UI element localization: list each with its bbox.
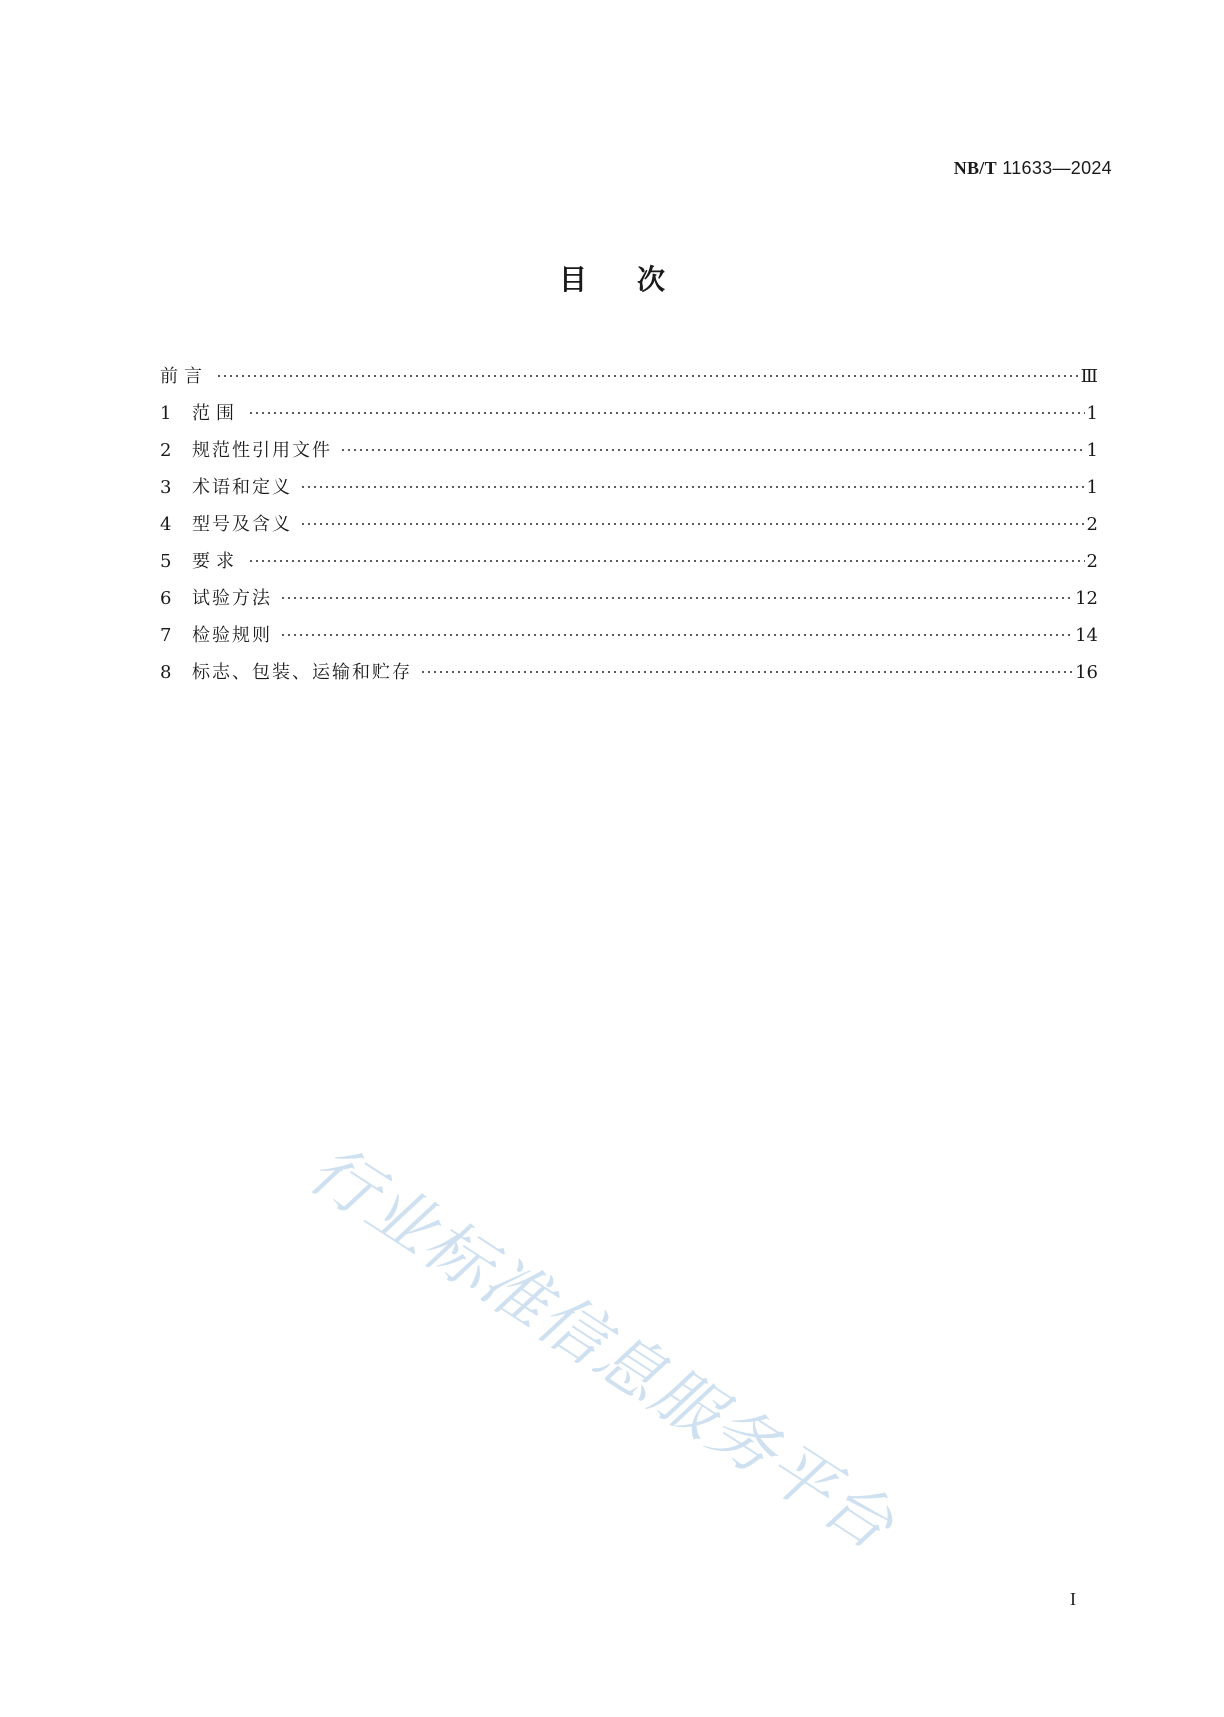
toc-entry-number: 7 <box>160 625 172 646</box>
toc-entry-label: 检验规则 <box>192 625 272 646</box>
watermark: 行业标准信息服务平台 <box>295 1130 908 1566</box>
standard-code <box>954 158 1112 179</box>
toc-entry-label: 前言 <box>160 366 208 387</box>
toc-entry-page: 12 <box>1075 588 1098 609</box>
toc-entry-6[interactable] <box>160 584 1098 621</box>
toc-entry-1[interactable] <box>160 399 1098 436</box>
toc-dot-leader <box>248 560 1085 562</box>
table-of-contents <box>160 362 1098 695</box>
toc-entry-page: Ⅲ <box>1080 366 1098 387</box>
toc-entry-number: 4 <box>160 514 172 535</box>
toc-entry-4[interactable] <box>160 510 1098 547</box>
toc-dot-leader <box>248 412 1085 414</box>
toc-entry-number: 5 <box>160 551 172 572</box>
standard-prefix: NB/T <box>953 158 997 178</box>
toc-entry-3[interactable] <box>160 473 1098 510</box>
toc-dot-leader <box>300 486 1085 488</box>
toc-entry-number: 6 <box>160 588 172 609</box>
toc-entry-page: 1 <box>1086 403 1098 424</box>
standard-number: 11633—2024 <box>1002 158 1112 178</box>
toc-entry-page: 2 <box>1086 514 1098 535</box>
toc-dot-leader <box>300 523 1085 525</box>
toc-entry-page: 2 <box>1086 551 1098 572</box>
toc-entry-2[interactable] <box>160 436 1098 473</box>
toc-entry-page: 1 <box>1086 477 1098 498</box>
page-title: 目次 <box>558 263 715 296</box>
toc-entry-foreword[interactable] <box>160 362 1098 399</box>
toc-entry-label: 术语和定义 <box>192 477 292 498</box>
toc-entry-number: 8 <box>160 662 172 683</box>
toc-dot-leader <box>280 634 1073 636</box>
toc-entry-label: 范围 <box>192 403 240 424</box>
toc-entry-page: 16 <box>1075 662 1098 683</box>
toc-entry-7[interactable] <box>160 621 1098 658</box>
page-number: I <box>1070 1589 1076 1609</box>
toc-entry-label: 试验方法 <box>192 588 272 609</box>
toc-entry-number: 1 <box>160 403 172 424</box>
toc-entry-label: 标志、包装、运输和贮存 <box>192 662 412 683</box>
toc-entry-number: 3 <box>160 477 172 498</box>
toc-dot-leader <box>216 375 1079 377</box>
toc-entry-number: 2 <box>160 440 172 461</box>
toc-entry-page: 1 <box>1086 440 1098 461</box>
toc-entry-8[interactable] <box>160 658 1098 695</box>
toc-entry-label: 规范性引用文件 <box>192 440 332 461</box>
toc-entry-label: 型号及含义 <box>192 514 292 535</box>
toc-entry-label: 要求 <box>192 551 240 572</box>
toc-dot-leader <box>340 449 1085 451</box>
toc-dot-leader <box>280 597 1073 599</box>
toc-dot-leader <box>420 671 1073 673</box>
toc-entry-5[interactable] <box>160 547 1098 584</box>
toc-entry-page: 14 <box>1075 625 1098 646</box>
